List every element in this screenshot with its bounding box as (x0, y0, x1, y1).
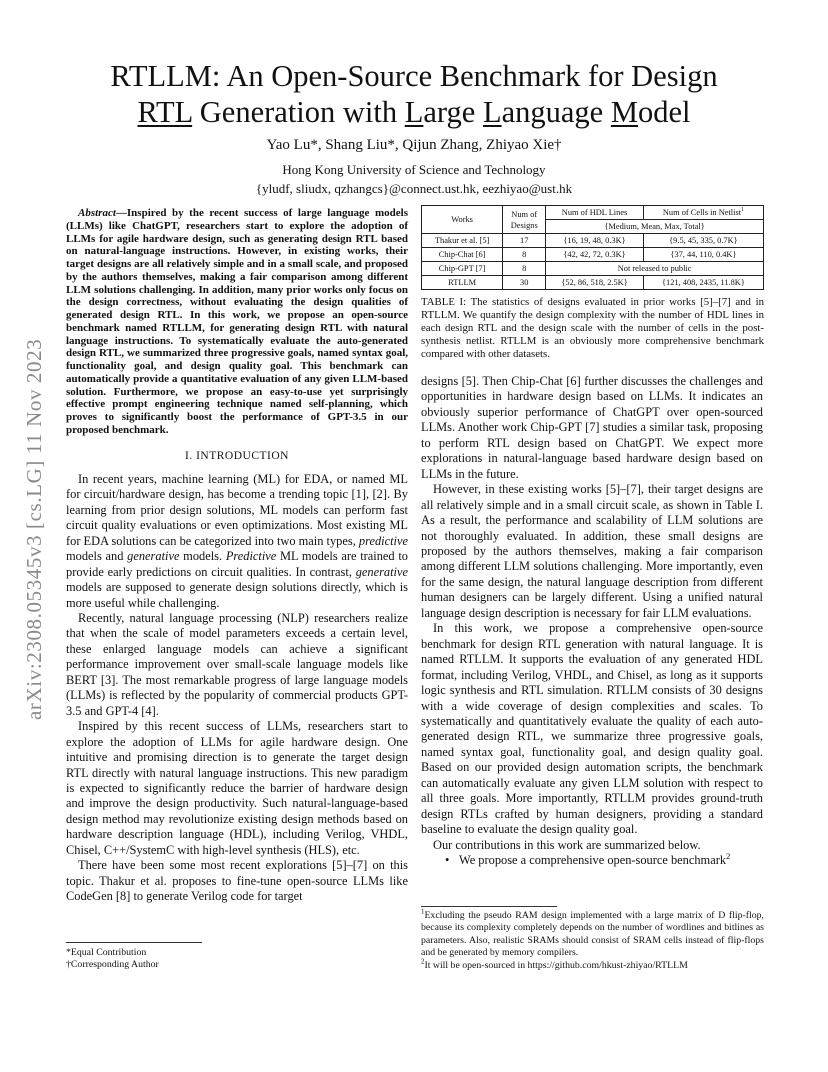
left-column (66, 207, 408, 905)
header-cells-text: Num of Cells in Netlist (662, 208, 742, 217)
abstract-text: —Inspired by the recent success of large language models (LLMs) like ChatGPT, researchers start to explore the adoption of LLMs for agile hardware design, such as generating design RTL based on natural-language instructions. However, in existing works, their target designs are all relatively simple and in a small scale, and proposed by the authors themselves, making a fair comparison among different LLM solutions challenging. In addition, many prior works only focus on the design correctness, without evaluating the design qualities of generated design RTL. In this work, we propose an open-source benchmark named RTLLM, for generating design RTL with natural language instructions. To systematically evaluate the auto-generated design RTL, we summarized three progressive goals, named syntax goal, functionality goal, and design quality goal. This benchmark can automatically provide a quantitative evaluation of any given LLM-based solution. Furthermore, we propose an easy-to-use yet surprisingly effective prompt engineering technique named self-planning, which proves to significantly boost the performance of GPT-3.5 in our proposed benchmark. (66, 207, 408, 436)
table-row (422, 276, 764, 290)
footnote-2 (421, 960, 764, 972)
footnote-mark: 1 (741, 207, 744, 214)
title-underline-m: M (610, 95, 638, 129)
cell-num-designs: 8 (503, 262, 546, 276)
footnote-text: Excluding the pseudo RAM design implemented with a large matrix of D flip-flop, because its complexity completely depends on the number of wordlines and bitlines as parameters. Also, realistic SRAMs should consist of SRAM cells instead of flip-flops and be generated by memory compilers. (421, 910, 764, 959)
table-header-row (422, 206, 764, 220)
cell-work: Thakur et al. [5] (422, 234, 503, 248)
cell-work: Chip-Chat [6] (422, 248, 503, 262)
cell-work: Chip-GPT [7] (422, 262, 503, 276)
title-text: anguage (501, 95, 611, 129)
emphasis: generative (127, 549, 180, 564)
table-1 (421, 205, 764, 290)
statistics-table (421, 205, 764, 290)
abstract (66, 207, 408, 437)
header-stats-format: {Medium, Mean, Max, Total} (546, 220, 764, 234)
intro-paragraph-3: Inspired by this recent success of LLMs, researchers start to explore the adoption of LLMs for agile hardware design. One intuitive and promising direction is to generate the target design RTL directly with natural language instructions. This new paradigm is expected to significantly reduce the barrier of hardware design and improve the design productivity. Such natural-language-based design method may revolutionize existing design methods based on hardware description language (HDL), including Verilog, VHDL, Chisel, C++/SystemC with high-level synthesis (HLS), etc. (66, 719, 408, 857)
cell-cells: {37, 44, 110, 0.4K} (643, 248, 763, 262)
title-underline-rtl: RTL (137, 95, 193, 129)
text-run: models are supposed to generate design solutions directly, which is more useful while challenging. (66, 580, 408, 610)
footnote-divider (66, 942, 202, 943)
cell-num-designs: 30 (503, 276, 546, 290)
text-run: In recent years, machine learning (ML) for EDA, or named ML for circuit/hardware design, has become a trending topic [1], [2]. By learning from prior design solutions, ML models can perform fast circuit quality evaluations or even optimizations. Most existing ML for EDA solutions can be categorized into two main types, (66, 471, 408, 548)
footnote-mark: 2 (726, 850, 731, 861)
header-hdl-lines: Num of HDL Lines (546, 206, 644, 220)
paper-title (40, 58, 788, 130)
bullet-dot-icon: • (445, 853, 450, 868)
title-text: Generation with (192, 95, 405, 129)
right-column (421, 374, 763, 869)
text-run: models. (179, 549, 226, 564)
title-underline-l2: L (482, 95, 502, 129)
cell-num-designs: 17 (503, 234, 546, 248)
arxiv-side-stamp: arXiv:2308.05345v3 [cs.LG] 11 Nov 2023 (22, 338, 46, 720)
text-run: models and (66, 549, 128, 564)
title-underline-l1: L (404, 95, 424, 129)
right-paragraph-1: designs [5]. Then Chip-Chat [6] further discusses the challenges and opportunities in hardware design based on LLMs. It indicates an obviously superior performance of ChatGPT over open-sourced LLMs. Another work Chip-GPT [7] studies a similar task, proposing to perform RTL design based on ChatGPT. We expect more explorations in natural-language based hardware design based on LLMs in the future. (421, 374, 763, 481)
footnote-equal-contribution: *Equal Contribution (66, 947, 147, 958)
right-paragraph-2: However, in these existing works [5]–[7], their target designs are all relatively simple and in a small circuit scale, as shown in Table I. As a result, the performance and scalability of LLM solutions are not thoroughly evaluated. In addition, these small designs are proposed by the authors themselves, making a fair comparison among different LLM solutions challenging. More importantly, even for the same design, the natural language description from different human designers can be largely different. Using a unified natural language design description is necessary for fair LLM evaluations. (421, 482, 763, 620)
footnote-mark: 2 (421, 958, 425, 966)
cell-not-released: Not released to public (546, 262, 764, 276)
left-footnotes (66, 947, 408, 972)
footnote-divider (421, 906, 557, 907)
cell-cells: {121, 408, 2435, 11.8K} (643, 276, 763, 290)
cell-work: RTLLM (422, 276, 503, 290)
bullet-text: We propose a comprehensive open-source benchmark (459, 853, 727, 868)
table-caption: TABLE I: The statistics of designs evaluated in prior works [5]–[7] and in RTLLM. We quantify the design complexity with the number of HDL lines in each design RTL and the design scale with the number of cells in the post-synthesis netlist. RTLLM is an obviously more comprehensive benchmark compared with other datasets. (421, 296, 764, 360)
intro-paragraph-2: Recently, natural language processing (NLP) researchers realize that when the scale of model parameters exceeds a certain level, these enlarged language models can achieve a significant performance improvement over small-scale language models like BERT [3]. The most remarkable progress of large language models (LLMs) is reflected by the popularity of commercial products GPT-3.5 and GPT-4 [4]. (66, 611, 408, 718)
title-line-1: RTLLM: An Open-Source Benchmark for Design (110, 59, 718, 93)
table-row (422, 248, 764, 262)
section-heading-introduction: I. INTRODUCTION (185, 449, 289, 462)
author-emails: {yludf, sliudx, qzhangcs}@connect.ust.hk, eezhiyao@ust.hk (255, 181, 573, 196)
cell-num-designs: 8 (503, 248, 546, 262)
header-num-designs: Num of Designs (503, 206, 546, 234)
table-row (422, 262, 764, 276)
text-run: ML models are trained to provide early predictions on circuit qualities. In contrast, (66, 549, 408, 579)
emphasis: Predictive (225, 549, 277, 564)
header-cells (643, 206, 763, 220)
footnote-1 (421, 910, 764, 960)
emphasis: predictive (358, 533, 408, 548)
affiliation: Hong Kong University of Science and Technology (282, 162, 546, 177)
footnote-corresponding-author: †Corresponding Author (66, 959, 159, 971)
emphasis: generative (355, 564, 408, 579)
right-footnotes (421, 910, 764, 972)
abstract-label: Abstract (78, 207, 116, 219)
table-row (422, 234, 764, 248)
title-text: odel (637, 95, 691, 129)
footnote-mark: 1 (421, 908, 425, 916)
cell-hdl-lines: {42, 42, 72, 0.3K} (546, 248, 644, 262)
intro-paragraph-4: There have been some most recent explorations [5]–[7] on this topic. Thakur et al. proposes to fine-tune open-source LLMs like CodeGen [8] to generate Verilog code for target (66, 858, 408, 904)
author-list: Yao Lu*, Shang Liu*, Qijun Zhang, Zhiyao Xie† (266, 137, 562, 153)
cell-hdl-lines: {16, 19, 48, 0.3K} (546, 234, 644, 248)
title-text: arge (423, 95, 483, 129)
cell-hdl-lines: {52, 86, 518, 2.5K} (546, 276, 644, 290)
title-line-2 (40, 94, 788, 130)
right-paragraph-3: In this work, we propose a comprehensive open-source benchmark for design RTL generation with natural language. It is named RTLLM. It supports the evaluation of any generated HDL format, including Verilog, VHDL, and Chisel, as long as it supports logic synthesis and RTL simulation. RTLLM consists of 30 designs with a wide coverage of design complexities and scales. To systematically and quantitatively evaluate the quality of each auto-generated design RTL, we summarize three progressive goals, named syntax goal, functionality goal, and design quality goal. Based on our provided design automation scripts, the benchmark can automatically evaluate any given LLM solution with respect to all three goals. More importantly, RTLLM provides ground-truth design RTLs crafted by human designers, providing a standard baseline to evaluate the design quality goal. (421, 621, 763, 837)
cell-cells: {9.5, 45, 335, 0.7K} (643, 234, 763, 248)
header-works: Works (422, 206, 503, 234)
intro-paragraph-1 (66, 472, 408, 611)
contribution-bullet (421, 850, 763, 868)
right-paragraph-4: Our contributions in this work are summarized below. (433, 837, 701, 852)
footnote-text: It will be open-sourced in https://github.com/hkust-zhiyao/RTLLM (424, 959, 688, 971)
